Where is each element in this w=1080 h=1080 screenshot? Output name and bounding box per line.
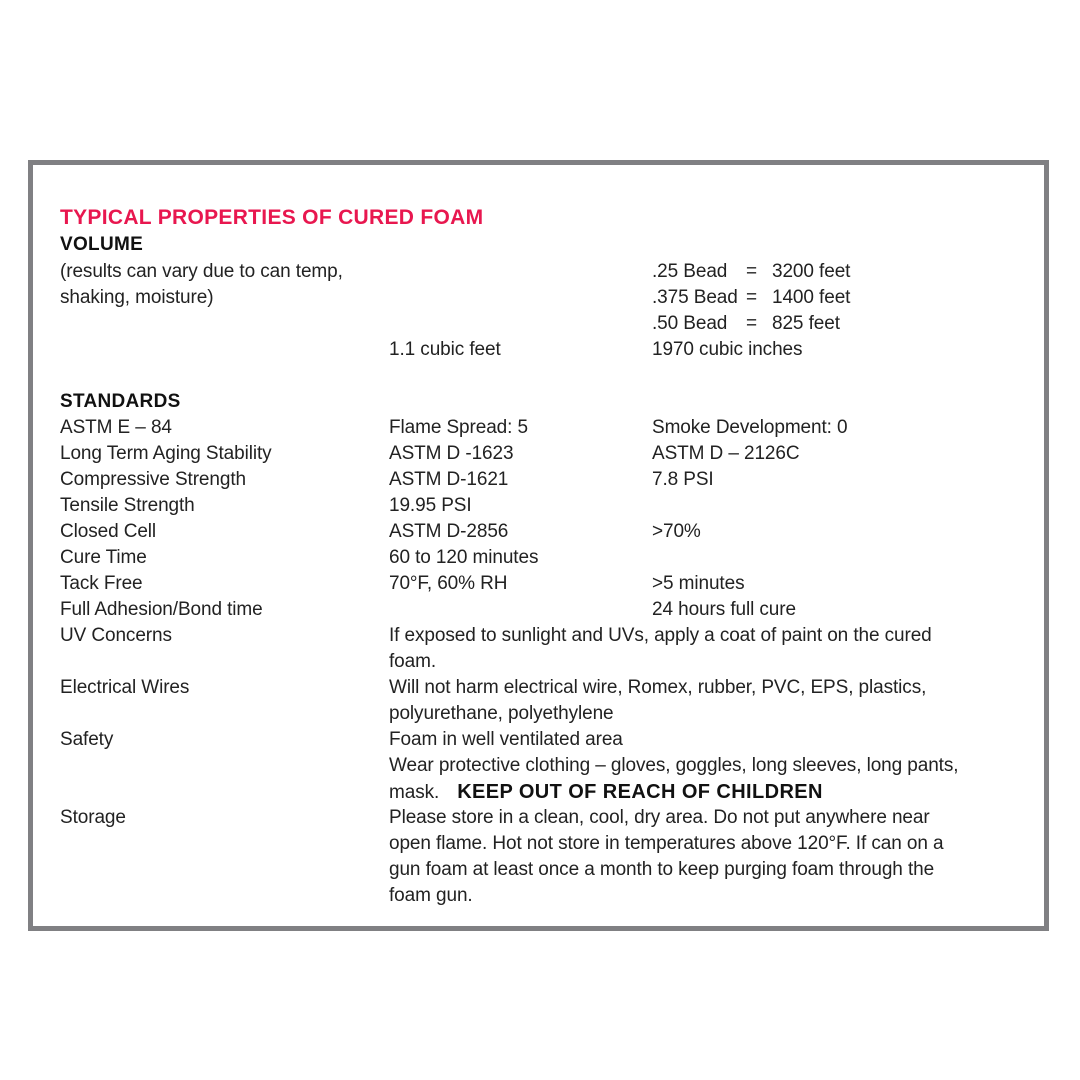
- electrical-text: Will not harm electrical wire, Romex, rubber, PVC, EPS, plastics,: [389, 677, 927, 698]
- volume-cubic-feet: 1.1 cubic feet: [389, 339, 501, 360]
- standard-result: Smoke Development: 0: [652, 417, 848, 438]
- bead-size: .375 Bead: [652, 287, 738, 308]
- standard-label: Long Term Aging Stability: [60, 443, 272, 464]
- bead-row: [652, 311, 840, 337]
- storage-text: foam gun.: [389, 885, 473, 906]
- bead-equals: =: [746, 287, 757, 308]
- standard-result: ASTM D – 2126C: [652, 443, 800, 464]
- standard-label: Full Adhesion/Bond time: [60, 599, 263, 620]
- storage-label: Storage: [60, 807, 126, 828]
- bead-size: .50 Bead: [652, 313, 728, 334]
- standard-label: ASTM E – 84: [60, 417, 172, 438]
- standard-result: 24 hours full cure: [652, 599, 796, 620]
- standard-label: Compressive Strength: [60, 469, 246, 490]
- standard-value: 19.95 PSI: [389, 495, 472, 516]
- standard-result: 7.8 PSI: [652, 469, 714, 490]
- volume-note-line2: shaking, moisture): [60, 287, 214, 308]
- standard-value: Flame Spread: 5: [389, 417, 528, 438]
- bead-size: .25 Bead: [652, 261, 728, 282]
- storage-text: gun foam at least once a month to keep purging foam through the: [389, 859, 935, 880]
- electrical-label: Electrical Wires: [60, 677, 190, 698]
- safety-label: Safety: [60, 729, 114, 750]
- storage-text: Please store in a clean, cool, dry area. Do not put anywhere near: [389, 807, 930, 828]
- properties-panel: [28, 160, 1049, 931]
- bead-equals: =: [746, 313, 757, 334]
- standard-label: Closed Cell: [60, 521, 157, 542]
- electrical-text: polyurethane, polyethylene: [389, 703, 614, 724]
- page-title: TYPICAL PROPERTIES OF CURED FOAM: [60, 206, 484, 229]
- standard-label: Tack Free: [60, 573, 143, 594]
- standards-heading: STANDARDS: [60, 391, 181, 412]
- safety-text: Wear protective clothing – gloves, goggles, long sleeves, long pants,: [389, 755, 959, 776]
- bead-equals: =: [746, 261, 757, 282]
- safety-text: [389, 779, 823, 806]
- volume-cubic-inches: 1970 cubic inches: [652, 339, 803, 360]
- bead-length: 3200 feet: [772, 261, 851, 282]
- standard-result: >70%: [652, 521, 701, 542]
- standard-label: Cure Time: [60, 547, 147, 568]
- uv-text: foam.: [389, 651, 437, 672]
- volume-note-line1: (results can vary due to can temp,: [60, 261, 343, 282]
- safety-mask-text: mask.: [389, 782, 440, 803]
- standard-result: >5 minutes: [652, 573, 745, 594]
- bead-length: 825 feet: [772, 313, 840, 334]
- standard-value: 70°F, 60% RH: [389, 573, 508, 594]
- bead-row: [652, 259, 850, 285]
- standard-value: ASTM D-2856: [389, 521, 509, 542]
- children-warning: KEEP OUT OF REACH OF CHILDREN: [457, 781, 823, 803]
- standard-value: ASTM D -1623: [389, 443, 514, 464]
- standard-label: Tensile Strength: [60, 495, 195, 516]
- standard-value: 60 to 120 minutes: [389, 547, 539, 568]
- safety-text: Foam in well ventilated area: [389, 729, 623, 750]
- uv-label: UV Concerns: [60, 625, 172, 646]
- bead-length: 1400 feet: [772, 287, 851, 308]
- standard-value: ASTM D-1621: [389, 469, 509, 490]
- storage-text: open flame. Hot not store in temperatures above 120°F. If can on a: [389, 833, 944, 854]
- uv-text: If exposed to sunlight and UVs, apply a coat of paint on the cured: [389, 625, 932, 646]
- volume-heading: VOLUME: [60, 234, 144, 255]
- bead-row: [652, 285, 850, 311]
